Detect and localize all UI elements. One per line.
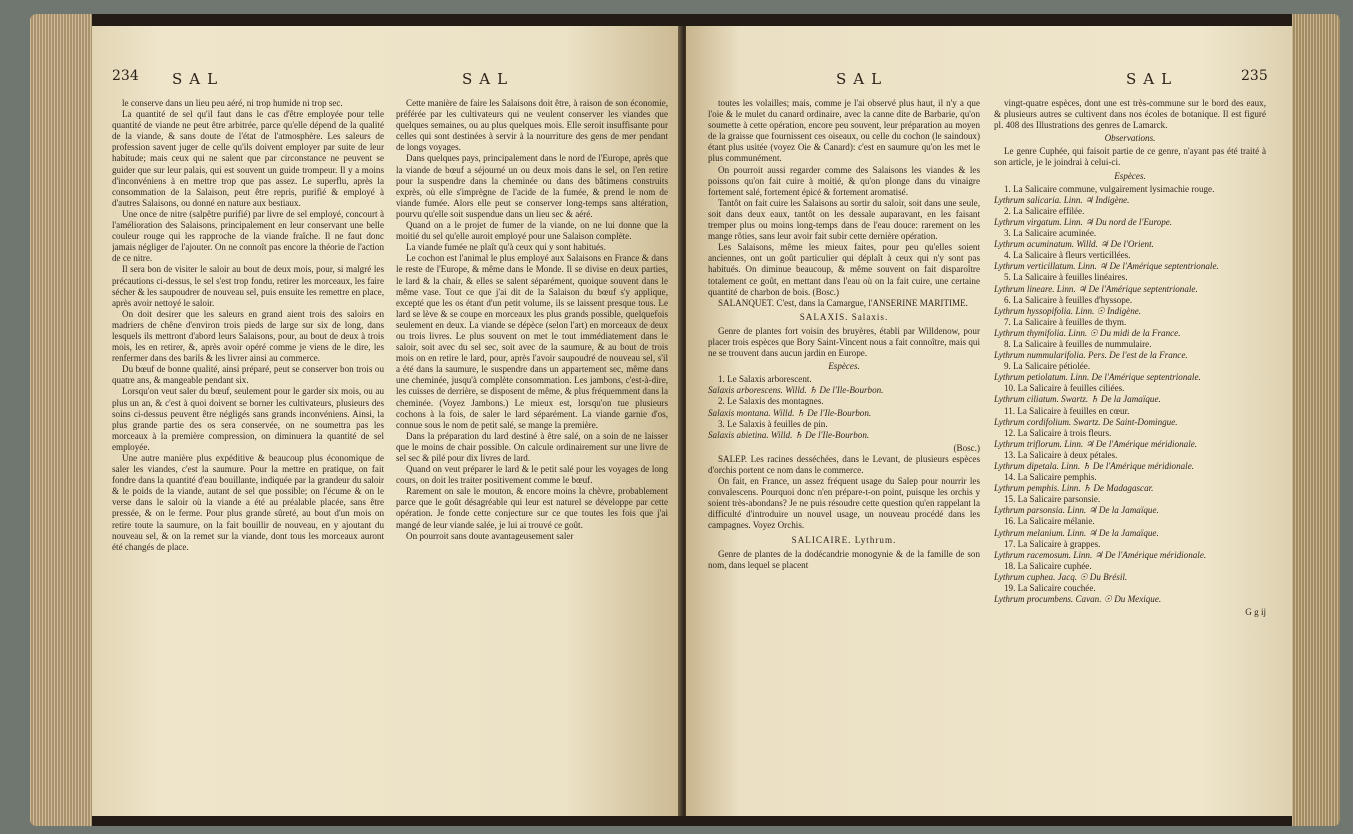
paragraph: SALEP. Les racines desséchées, dans le Levant, de plusieurs espèces d'orchis portent ce nom dans le commerce. xyxy=(708,453,980,475)
species-latin-name: Salaxis abietina. Willd. ♄ De l'Ile-Bourbon. xyxy=(708,429,870,440)
paragraph: Dans quelques pays, principalement dans le nord de l'Europe, après que la viande de bœuf a séjourné un ou deux mois dans le sel, on l'en retire pour la suspendre dans la cheminée ou dans des bâtimens construits exprès, où elle s'imprègne de l'acide de la fumée, & prend le nom de viande fumée. Alors elle peut se conserver long-temps sans altération, pourvu qu'elle soit suspendue dans un lieu sec & aéré. xyxy=(396,153,668,219)
left-page-number: 234 xyxy=(112,68,139,84)
paragraph: 9. La Salicaire pétiolée. xyxy=(1004,361,1091,372)
right-column-2 xyxy=(994,98,1266,808)
paragraph: 11. La Salicaire à feuilles en cœur. xyxy=(1004,405,1130,416)
paragraph: On pourroit aussi regarder comme des Salaisons les viandes & les poissons qu'on fait cuire à moitié, & qu'on plonge dans du vinaigre fortement salé, fortement épicé & fortement aromatisé. xyxy=(708,164,980,197)
paragraph: Du bœuf de bonne qualité, ainsi préparé, peut se conserver bon trois ou quatre ans, & mangeable pendant six. xyxy=(112,364,384,386)
paragraph: 5. La Salicaire à feuilles linéaires. xyxy=(1004,272,1128,283)
open-book xyxy=(30,14,1340,826)
right-page-number: 235 xyxy=(1241,68,1268,84)
paragraph: vingt-quatre espèces, dont une est très-commune sur le bord des eaux, & plusieurs autres se cultivent dans nos écoles de botanique. Il est figuré pl. 408 des Illustrations des genres de Lamarck. xyxy=(994,98,1266,131)
paragraph: 8. La Salicaire à feuilles de nummulaire. xyxy=(1004,338,1152,349)
left-running-head-2: SAL xyxy=(462,70,515,88)
species-latin-name: Lythrum dipetala. Linn. ♄ De l'Amérique méridionale. xyxy=(994,461,1195,471)
paragraph: Les Salaisons, même les mieux faites, pour peu qu'elles soient anciennes, ont un goût particulier qui déplaît à ceux qui n'y sont pas habitués. On diminue beaucoup, & même souvent on fait disparoître totalement ce goût, en mettant dans l'eau où on la fait cuire, une certaine quantité de charbon de bois. (Bosc.) xyxy=(708,242,980,297)
paragraph: 19. La Salicaire couchée. xyxy=(1004,583,1096,594)
paragraph: Espèces. xyxy=(828,361,860,372)
left-column-1 xyxy=(112,98,384,808)
left-page xyxy=(92,26,682,816)
species-latin-name: Lythrum ciliatum. Swartz. ♄ De la Jamaïque. xyxy=(994,394,1161,405)
paragraph: On doit desirer que les saleurs en grand aient trois des saloirs en madriers de chêne d'environ trois pieds de large sur six de long, dans lesquels ils mettront d'abord leurs Salaisons, pour, au bout de deux à trois mois, les en retirer, &, après avoir opéré comme je viens de le dire, les renfermer dans des barils & les livrer ainsi au commerce. xyxy=(112,308,384,364)
paragraph: On pourroit sans doute avantageusement saler xyxy=(406,530,574,541)
paragraph: 18. La Salicaire cuphée. xyxy=(1004,560,1092,571)
right-page xyxy=(686,26,1292,816)
paragraph: 3. Le Salaxis à feuilles de pin. xyxy=(718,418,828,429)
paragraph: Observations. xyxy=(1104,133,1156,144)
species-latin-name: Lythrum cuphea. Jacq. ☉ Du Brésil. xyxy=(994,571,1128,582)
species-latin-name: Lythrum racemosum. Linn. ♃ De l'Amérique méridionale. xyxy=(994,549,1207,560)
paragraph: Dans la préparation du lard destiné à être salé, on a soin de ne laisser que le moins de chair possible. On calcule ordinairement sur une livre de sel sec & pilé pour dix livres de lard. xyxy=(396,430,668,463)
paragraph: Genre de plantes de la dodécandrie monogynie & de la famille de son nom, dans lequel se placent xyxy=(708,548,980,570)
paragraph: Tantôt on fait cuire les Salaisons au sortir du saloir, soit dans une seule, soit dans deux eaux, tantôt on les dessale auparavant, en les faisant tremper plus ou moins long-temps dans de l'eau douce: rarement on les mange rôties, sans leur avoir fait subir cette dernière opération. xyxy=(708,197,980,242)
species-latin-name: Lythrum hyssopifolia. Linn. ☉ Indigène. xyxy=(994,305,1142,316)
right-running-head-1: SAL xyxy=(836,70,889,88)
page-edges-right xyxy=(1292,14,1340,826)
paragraph: 14. La Salicaire pemphis. xyxy=(1004,472,1097,483)
paragraph: Genre de plantes fort voisin des bruyères, établi par Willdenow, pour placer trois espèces que Bory Saint-Vincent nous a fait connoître, mais qui ne se trouvent dans aucun jardin en Europe. xyxy=(708,325,980,359)
paragraph: le conserve dans un lieu peu aéré, ni trop humide ni trop sec. xyxy=(122,98,343,108)
paragraph: 12. La Salicaire à trois fleurs. xyxy=(1004,427,1112,438)
paragraph: 16. La Salicaire mélanie. xyxy=(1004,516,1095,527)
entry-heading: SALICAIRE. Lythrum. xyxy=(791,534,897,545)
paragraph: 1. La Salicaire commune, vulgairement lysimachie rouge. xyxy=(1004,183,1215,194)
species-latin-name: Lythrum verticillatum. Linn. ♃ De l'Amérique septentrionale. xyxy=(994,261,1219,272)
right-running-head-2: SAL xyxy=(1126,70,1179,88)
paragraph: Une autre manière plus expéditive & beaucoup plus économique de saler les viandes, c'est la saumure. Pour la mettre en pratique, on fait fondre dans la quantité d'eau bouillante, indiquée par la grandeur du saloir & le poids de la viande, autant de sel que possible; on l'écume & on le verse dans le saloir où la viande a été au préalable placée, sans être pressée, & on le ferme. Pour plus grande sûreté, au bout d'un mois on retire toute la saumure, on la fait bouillir de nouveau, en y ajoutant du nouveau sel, & on la remet sur la viande, dont tous les morceaux auront été changés de place. xyxy=(112,453,384,552)
paragraph: toutes les volailles; mais, comme je l'ai observé plus haut, il n'y a que l'oie & le mulet du canard ordinaire, avec la canne dite de Barbarie, qu'on soumette à cette opération, encore peu souvent, leur préparation au moyen de la graisse que fournissent ces oiseaux, ou celle du cochon (le saindoux) étant plus usitée (voyez Oie & Canard): c'est en saumure qu'on les met le plus communément. xyxy=(708,98,980,164)
paragraph: Lorsqu'on veut saler du bœuf, seulement pour le garder six mois, ou au plus un an, & c'est à quoi doivent se borner les cultivateurs, plusieurs des soins ci-dessus peuvent être négligés sans grands inconvéniens. Ainsi, la plus grande partie des os sera conservée, on ne soumettra pas les morceaux à la première compression, on diminuera la quantité de sel employée. xyxy=(112,386,384,452)
paragraph: Cette manière de faire les Salaisons doit être, à raison de son économie, préférée par les cultivateurs qui ne veulent conserver les viandes que quelques semaines, ou au plus quelques mois. Elle seroit insuffisante pour celles qui sont destinées à servir à la nourriture des gens de mer pendant de longs voyages. xyxy=(396,98,668,153)
paragraph: Le cochon est l'animal le plus employé aux Salaisons en France & dans le reste de l'Europe, & même dans le Monde. Il se divise en deux parties, le lard & la chair, & elles se salent séparément, quoique souvent dans le même vase. Tout ce que j'ai dit de la Salaison du bœuf s'y applique, excepté que les os étant d'un petit volume, ils se laissent presque tous. Le lard se lève & se coupe en morceaux les plus grands possible, quelquefois seulement en deux. La viande se dépèce (selon l'art) en morceaux de deux ou trois livres. Le plus souvent on met le tout immédiatement dans le saloir, soit avec du sel sec, soit avec de la saumure, & au bout de trois mois on en retire le lard, pour, après l'avoir saupoudré de nouveau sel, s'il a été dans la saumure, le suspendre dans un appartement sec, même dans une cheminée, jusqu'à complète consommation. Les jambons, c'est-à-dire, les cuisses de derrière, se disposent de même, & plus fréquemment dans la cheminée. (Voyez Jambons.) Le mieux est, lorsqu'on tue plusieurs cochons à la fois, de saler le lard séparément. La viande garnie d'os, connue sous le nom de petit salé, se mange la première. xyxy=(396,253,668,430)
paragraph: 1. Le Salaxis arborescent. xyxy=(718,374,812,385)
species-latin-name: Lythrum acuminatum. Willd. ♃ De l'Orient. xyxy=(994,239,1154,250)
paragraph: Une once de nitre (salpêtre purifié) par livre de sel employé, concourt à l'amélioration des Salaisons, principalement en leur conservant une belle couleur rouge qui les rapproche de la viande fraîche. Il ne faut donc jamais négliger de l'ajouter. On ne connoît pas encore la théorie de l'action de ce nitre. xyxy=(112,208,384,264)
species-latin-name: Lythrum triflorum. Linn. ♃ De l'Amérique méridionale. xyxy=(994,438,1198,449)
paragraph: 3. La Salicaire acuminée. xyxy=(1004,228,1097,239)
paragraph: 7. La Salicaire à feuilles de thym. xyxy=(1004,316,1127,327)
species-latin-name: Lythrum lineare. Linn. ♃ De l'Amérique septentrionale. xyxy=(994,283,1198,294)
right-column-1 xyxy=(708,98,980,808)
paragraph: 4. La Salicaire à fleurs verticillées. xyxy=(1004,250,1131,261)
paragraph: 2. Le Salaxis des montagnes. xyxy=(718,396,824,407)
species-latin-name: Lythrum melanium. Linn. ♃ De la Jamaïque. xyxy=(994,527,1159,538)
paragraph: On fait, en France, un assez fréquent usage du Salep pour nourrir les convalescens. Pourquoi donc n'en prépare-t-on point, puisque les orchis y soient très-abondans? Je ne puis résoudre cette question qu'en rappelant la difficulté d'introduire un nouvel usage, un nouveau procédé dans les campagnes. Voyez Orchis. xyxy=(708,476,980,531)
paragraph: G g ij xyxy=(1245,607,1266,618)
paragraph: 2. La Salicaire effilée. xyxy=(1004,205,1085,216)
species-latin-name: Salaxis arborescens. Willd. ♄ De l'Ile-Bourbon. xyxy=(708,385,884,396)
page-edges-left xyxy=(30,14,92,826)
paragraph: SALANQUET. C'est, dans la Camargue, l'ANSERINE MARITIME. xyxy=(718,297,968,308)
left-running-head-1: SAL xyxy=(172,70,225,88)
species-latin-name: Lythrum thymifolia. Linn. ☉ Du midi de la France. xyxy=(994,327,1181,338)
species-latin-name: Lythrum pemphis. Linn. ♄ De Madagascar. xyxy=(994,483,1154,494)
species-latin-name: Salaxis montana. Willd. ♄ De l'Ile-Bourbon. xyxy=(708,407,872,418)
species-latin-name: Lythrum salicaria. Linn. ♃ Indigène. xyxy=(994,194,1130,205)
paragraph: 15. La Salicaire parsonsie. xyxy=(1004,494,1101,505)
species-latin-name: Lythrum virgatum. Linn. ♃ Du nord de l'Europe. xyxy=(994,216,1173,227)
species-latin-name: Lythrum procumbens. Cavan. ☉ Du Mexique. xyxy=(994,594,1162,605)
paragraph: La quantité de sel qu'il faut dans le cas d'être employée pour telle quantité de viande ne peut être arbitrée, parce qu'elle dépend de la qualité de la viande, & sans doute de l'état de l'atmosphère. Les saleurs de profession savent juger de celle qu'ils doivent employer par suite de leur habitude; mais ceux qui ne salent que par circonstance ne peuvent se guider que sur leur palais, qui est souvent un guide trompeur. Il y a moins d'inconvéniens à en mettre trop que pas assez. Le superflu, après la consommation de la Salaison, peut être repris, purifié & employé à d'autres Salaisons, ou donné en nature aux bestiaux. xyxy=(112,109,384,208)
species-latin-name: Lythrum cordifolium. Swartz. De Saint-Domingue. xyxy=(994,416,1178,427)
paragraph: 10. La Salicaire à feuilles ciliées. xyxy=(1004,383,1125,394)
paragraph: 17. La Salicaire à grappes. xyxy=(1004,538,1101,549)
species-latin-name: Lythrum nummularifolia. Pers. De l'est de la France. xyxy=(994,350,1188,361)
paragraph: (Bosc.) xyxy=(953,442,980,453)
left-column-2 xyxy=(396,98,668,808)
paragraph: Quand on veut préparer le lard & le petit salé pour les voyages de long cours, on doit les traiter positivement comme le bœuf. xyxy=(396,464,668,486)
paragraph: La viande fumée ne plaît qu'à ceux qui y sont habitués. xyxy=(406,242,606,253)
paragraph: 13. La Salicaire à deux pétales. xyxy=(1004,449,1118,460)
paragraph: Rarement on sale le mouton, & encore moins la chèvre, probablement parce que le goût désagréable qui leur est naturel se développe par cette opération. Je fonde cette conjecture sur ce que toutes les fois que j'ai mangé de leur viande salée, je lui ai trouvé ce goût. xyxy=(396,486,668,530)
paragraph: Espèces. xyxy=(1114,170,1146,181)
paragraph: Le genre Cuphée, qui faisoit partie de ce genre, n'ayant pas été traité à son article, je le joindrai à celui-ci. xyxy=(994,146,1266,168)
entry-heading: SALAXIS. Salaxis. xyxy=(799,311,889,322)
species-latin-name: Lythrum petiolatum. Linn. De l'Amérique septentrionale. xyxy=(994,372,1201,383)
paragraph: Il sera bon de visiter le saloir au bout de deux mois, pour, si malgré les précautions ci-dessus, le sel s'est trop fondu, retirer les morceaux, les faire sécher & les saupoudrer de nouveau sel, puis ensuite les remettre en place, après avoir nettoyé le saloir. xyxy=(112,264,384,308)
paragraph: 6. La Salicaire à feuilles d'hyssope. xyxy=(1004,294,1133,305)
species-latin-name: Lythrum parsonsia. Linn. ♃ De la Jamaïque. xyxy=(994,505,1159,516)
paragraph: Quand on a le projet de fumer de la viande, on ne lui donne que la moitié du sel qu'elle auroit employé pour une Salaison complète. xyxy=(396,220,668,242)
